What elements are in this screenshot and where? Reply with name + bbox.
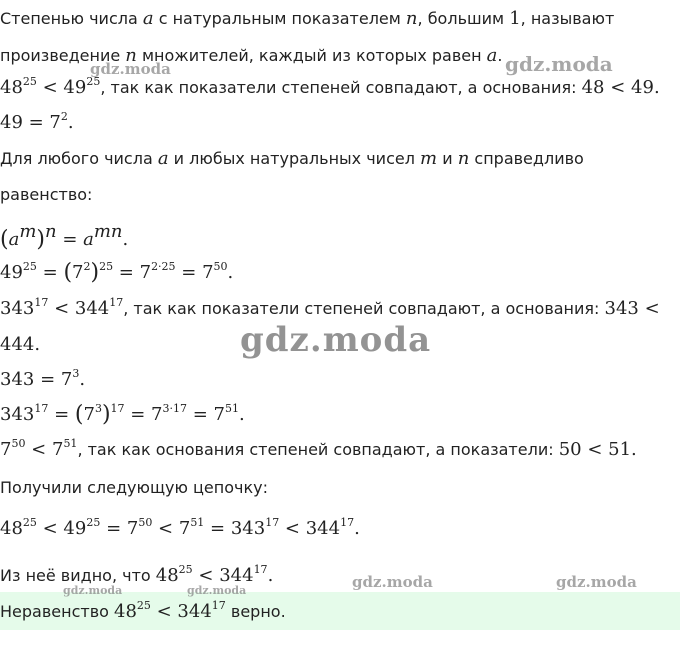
- math-part: 48: [0, 518, 23, 539]
- line-chain: [0, 518, 360, 540]
- math-var: a: [8, 229, 20, 250]
- paren-open: (: [63, 260, 73, 285]
- text: и любых натуральных чисел: [173, 149, 415, 168]
- exponent: 25: [22, 260, 37, 273]
- math-var: n: [125, 45, 137, 66]
- paren-open: (: [0, 227, 9, 252]
- math-part: =: [48, 404, 75, 425]
- math-part: 48: [155, 565, 179, 586]
- watermark: gdz.moda: [352, 573, 433, 591]
- line-rule-1: [0, 148, 584, 170]
- exponent: 25: [86, 75, 101, 88]
- text: .: [653, 77, 660, 98]
- math-expression: 48 < 49: [581, 77, 654, 98]
- paren-close: ): [36, 227, 45, 252]
- exponent: 17: [211, 599, 226, 612]
- math-part: 343: [0, 298, 35, 319]
- paren-open: (: [74, 402, 84, 427]
- exponent: 25: [136, 599, 151, 612]
- watermark: gdz.moda: [505, 52, 613, 76]
- exponent: 25: [22, 75, 37, 88]
- math-part: = 7: [187, 404, 225, 425]
- text: .: [354, 518, 360, 539]
- math-part: 7: [83, 404, 95, 425]
- text: Степенью числа: [0, 9, 138, 28]
- text: с натуральным показателем: [158, 9, 401, 28]
- math-part: = 7: [100, 518, 139, 539]
- math-expression: [156, 565, 274, 586]
- exponent: 2: [60, 110, 68, 123]
- exponent: m: [19, 221, 37, 242]
- exponent: 17: [109, 296, 124, 309]
- text: .: [79, 369, 86, 390]
- watermark: gdz.moda: [187, 584, 247, 597]
- watermark: gdz.moda: [63, 584, 123, 597]
- math-part: = 7: [113, 262, 152, 283]
- math-number: 1: [509, 8, 521, 29]
- math-part: < 7: [25, 439, 64, 460]
- exponent: 3·17: [162, 402, 188, 415]
- line-verdict: [0, 601, 286, 623]
- math-part: 7: [0, 439, 12, 460]
- text: , большим: [417, 9, 505, 28]
- text: , так как показатели степеней совпадают, а основания:: [100, 78, 577, 97]
- line-compare-7-powers: [0, 439, 637, 461]
- math-part: = 7: [175, 262, 214, 283]
- math-part: = a: [56, 229, 94, 250]
- exponent: 51: [63, 437, 78, 450]
- text: Из неё видно, что: [0, 566, 151, 585]
- math-expression: [114, 601, 226, 622]
- text: и: [442, 149, 453, 168]
- exponent: 25: [99, 260, 114, 273]
- math-var: n: [405, 8, 418, 29]
- text: , называют: [520, 9, 615, 28]
- line-definition-2: [0, 45, 503, 67]
- text: .: [239, 404, 245, 425]
- exponent: 50: [213, 260, 228, 273]
- text: .: [67, 112, 74, 133]
- paren-close: ): [90, 260, 100, 285]
- exponent: 50: [138, 516, 153, 529]
- exponent: 25: [22, 516, 37, 529]
- math-part: 48: [0, 77, 23, 98]
- text: .: [122, 229, 129, 250]
- line-compare-48-49: [0, 77, 660, 99]
- math-expression: [0, 439, 77, 460]
- exponent: 17: [110, 402, 125, 415]
- exponent: 3: [72, 367, 80, 380]
- math-part: =: [36, 262, 64, 283]
- line-chain-intro: [0, 477, 268, 499]
- exponent: 17: [34, 296, 49, 309]
- math-part: = 343: [204, 518, 266, 539]
- line-definition-1: [0, 8, 614, 30]
- exponent: 51: [225, 402, 239, 415]
- math-part: 444.: [0, 334, 41, 355]
- watermark: gdz.moda: [90, 60, 171, 78]
- math-part: < 344: [150, 601, 212, 622]
- line-343-eq: [0, 369, 85, 391]
- exponent: 3: [94, 402, 102, 415]
- math-var: n: [457, 148, 470, 169]
- line-444: [0, 334, 40, 356]
- math-part: 7: [72, 262, 84, 283]
- exponent: 17: [265, 516, 280, 529]
- math-part: 343 = 7: [0, 369, 73, 390]
- text: .: [267, 565, 274, 586]
- line-49-eq: [0, 112, 74, 134]
- math-part: 343: [0, 404, 35, 425]
- math-part: 49 = 7: [0, 112, 61, 133]
- exponent: 17: [340, 516, 355, 529]
- text: множителей, каждый из которых равен: [141, 46, 482, 65]
- math-part: = 7: [124, 404, 163, 425]
- math-part: < 344: [48, 298, 110, 319]
- math-part: 48: [114, 601, 137, 622]
- math-expression: 343 <: [604, 298, 660, 319]
- exponent: 51: [190, 516, 205, 529]
- exponent: 2·25: [151, 260, 176, 273]
- math-part: < 49: [36, 518, 87, 539]
- text: .: [497, 46, 503, 65]
- math-part: < 344: [279, 518, 341, 539]
- math-expression: [0, 298, 123, 319]
- text: , так как основания степеней совпадают, а показатели:: [77, 440, 554, 459]
- math-expression: [0, 77, 100, 98]
- math-part: 49: [0, 262, 23, 283]
- text: верно.: [230, 602, 286, 621]
- line-rule-2: [0, 184, 92, 206]
- exponent: 25: [86, 516, 101, 529]
- watermark: gdz.moda: [556, 573, 637, 591]
- math-var: a: [157, 148, 169, 169]
- math-part: < 49: [36, 77, 87, 98]
- math-part: < 344: [192, 565, 254, 586]
- exponent: 17: [253, 563, 268, 576]
- exponent: 2: [83, 260, 91, 273]
- math-var: a: [486, 45, 498, 66]
- math-part: < 7: [152, 518, 191, 539]
- text: произведение: [0, 46, 121, 65]
- text: .: [227, 262, 234, 283]
- exponent: n: [45, 221, 57, 242]
- paren-close: ): [101, 402, 111, 427]
- exponent: mn: [93, 221, 123, 242]
- line-49-power: [0, 262, 233, 284]
- text: равенство:: [0, 185, 93, 204]
- exponent: 17: [34, 402, 49, 415]
- watermark: gdz.moda: [240, 320, 432, 360]
- text: Неравенство: [0, 602, 109, 621]
- text: Получили следующую цепочку:: [0, 478, 268, 497]
- text: , так как показатели степеней совпадают, а основания:: [123, 299, 600, 318]
- exponent: 25: [178, 563, 193, 576]
- line-power-rule: [0, 221, 129, 252]
- math-var: a: [142, 8, 154, 29]
- math-var: m: [420, 148, 438, 169]
- text: Для любого числа: [0, 149, 153, 168]
- text: справедливо: [474, 149, 584, 168]
- math-expression: 50 < 51.: [558, 439, 637, 460]
- line-343-power: [0, 404, 245, 426]
- line-compare-343-344: [0, 298, 660, 320]
- exponent: 50: [11, 437, 26, 450]
